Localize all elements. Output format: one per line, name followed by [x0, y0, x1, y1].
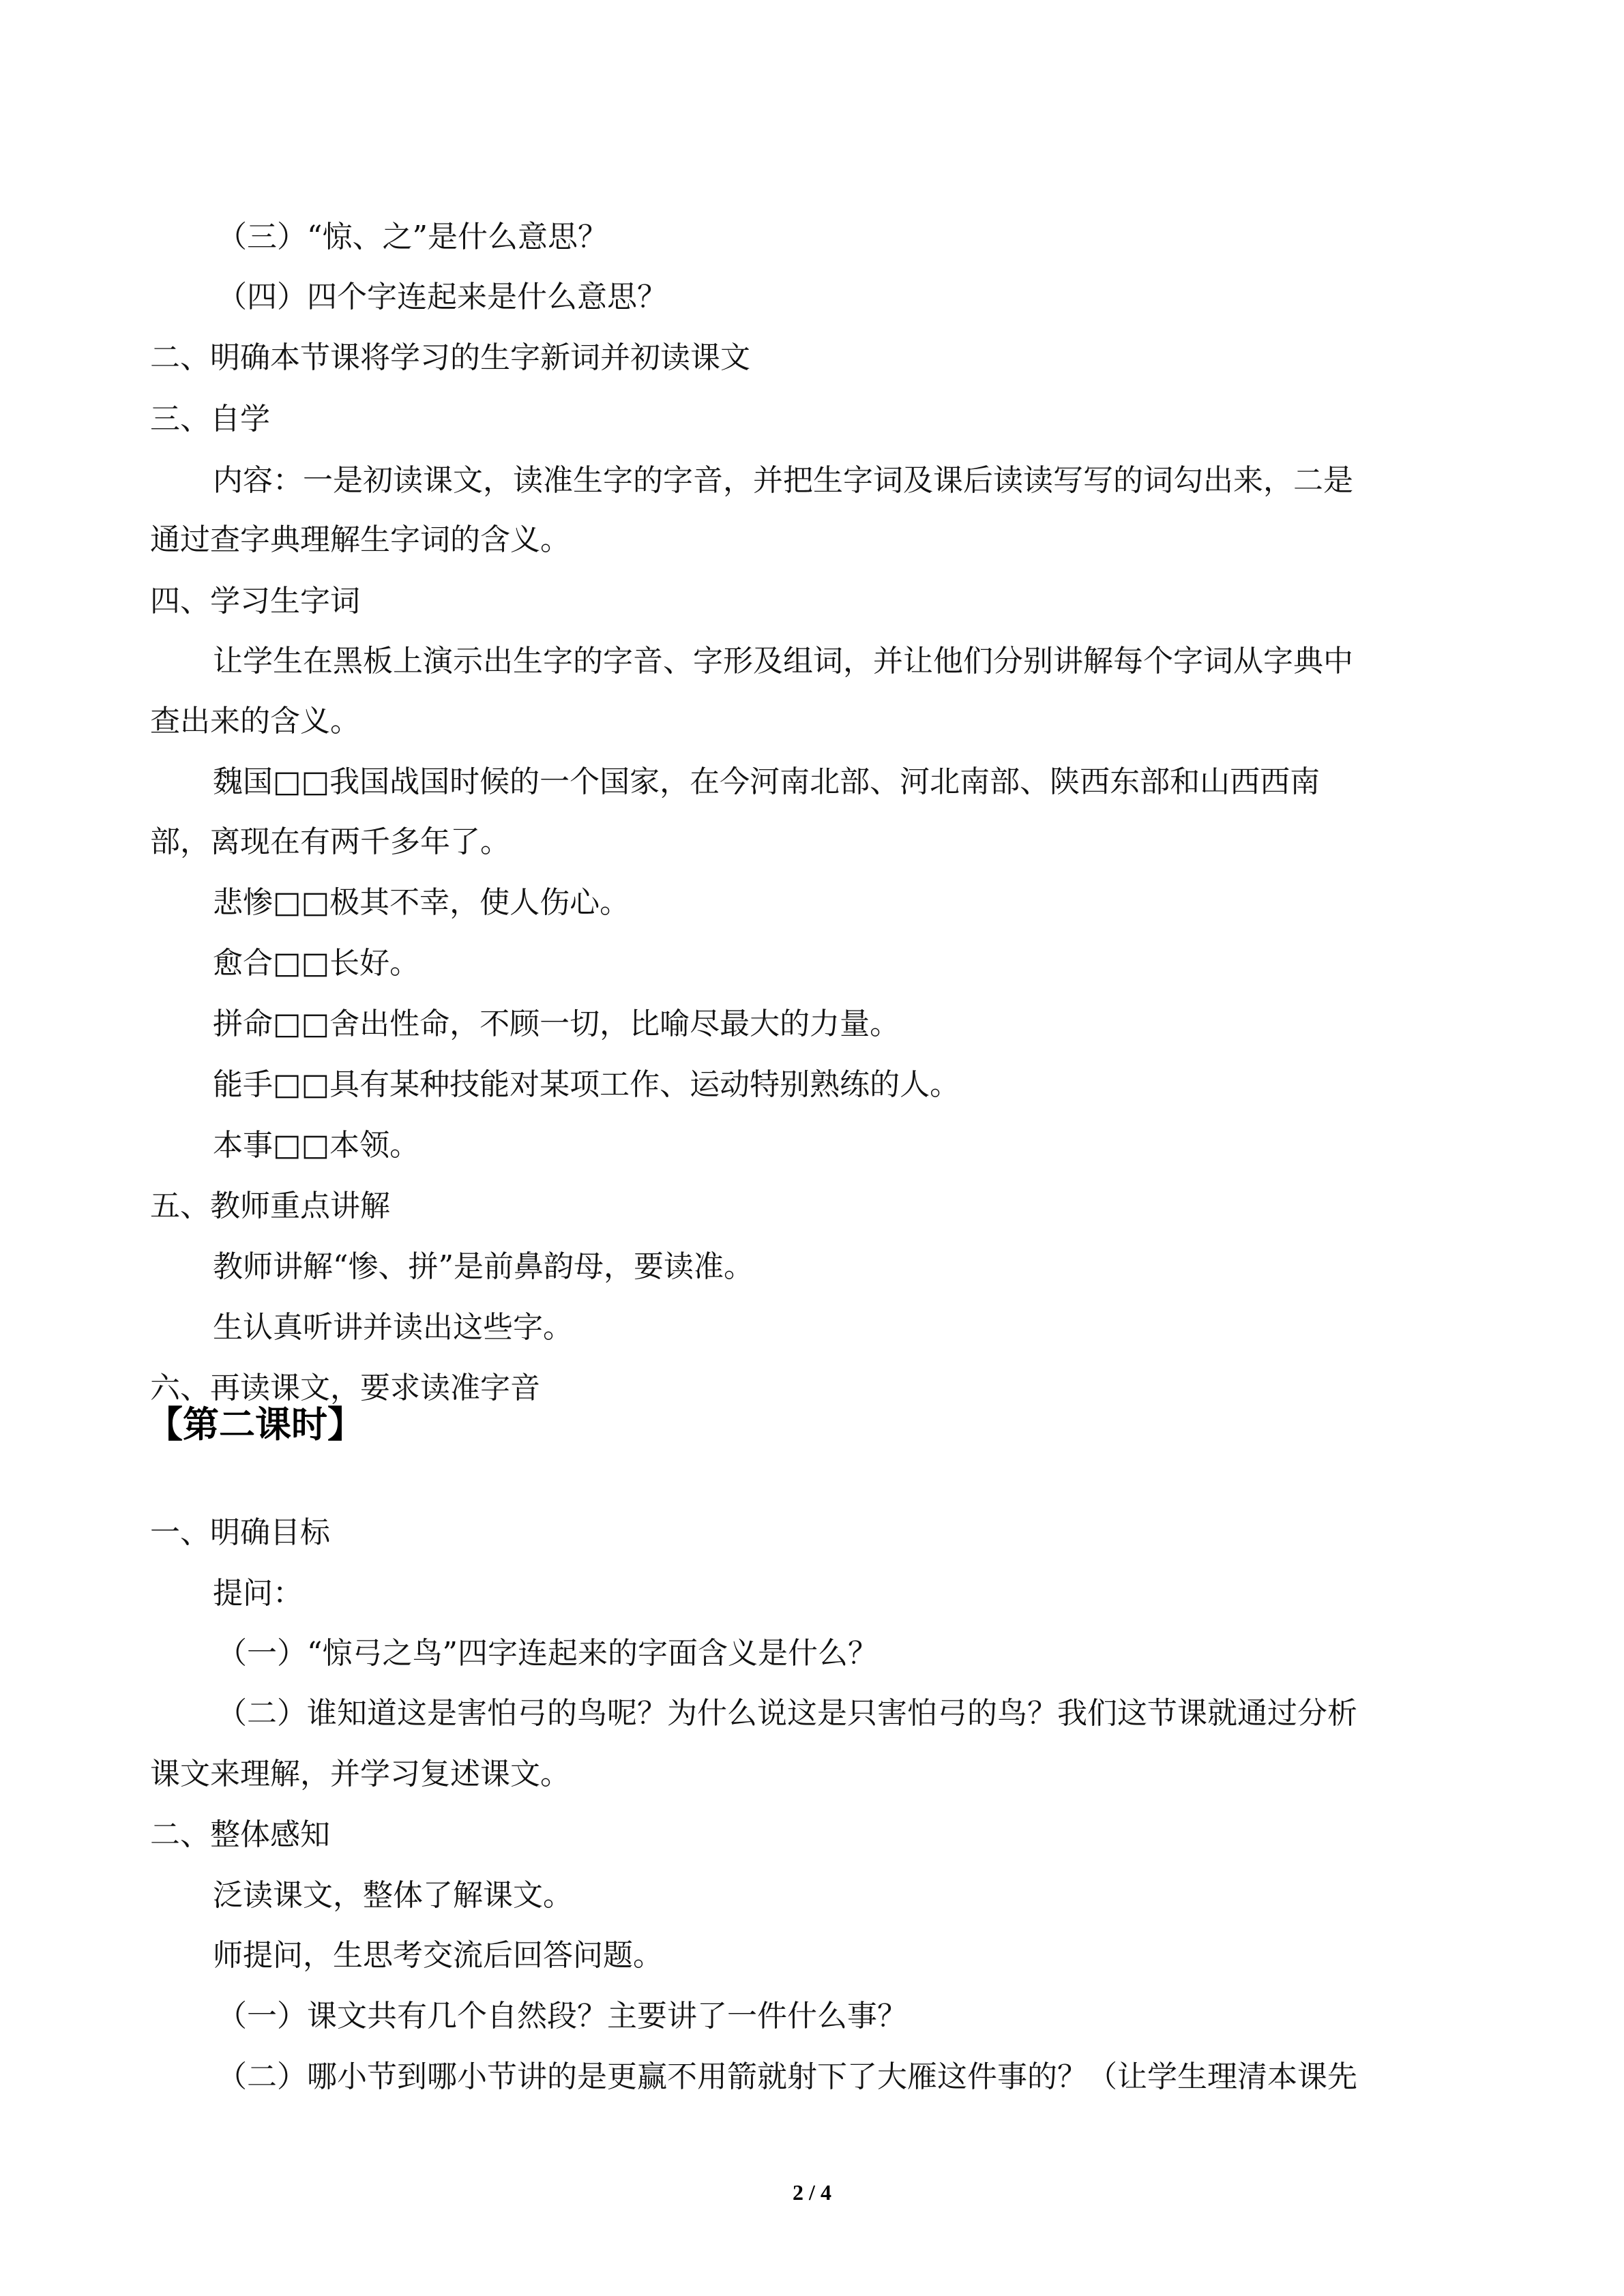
text-line: 本事□□本领。 — [213, 1128, 420, 1163]
text-line: 通过查字典理解生字词的含义。 — [150, 522, 570, 557]
text-line: （一）课文共有几个自然段？主要讲了一件什么事？ — [217, 1999, 907, 2033]
text-line: 三、自学 — [150, 402, 270, 436]
text-line: 拼命□□舍出性命，不顾一切，比喻尽最大的力量。 — [213, 1007, 900, 1041]
text-line: （三）“惊、之”是什么意思？ — [217, 220, 608, 254]
text-line: （二）谁知道这是害怕弓的鸟呢？为什么说这是只害怕弓的鸟？我们这节课就通过分析 — [217, 1696, 1357, 1731]
text-line: 让学生在黑板上演示出生字的字音、字形及组词，并让他们分别讲解每个字词从字典中 — [213, 644, 1353, 679]
section-heading: 【第二课时】 — [147, 1404, 364, 1446]
text-line: （四）四个字连起来是什么意思？ — [217, 280, 667, 314]
text-line: 提问： — [213, 1576, 303, 1611]
text-line: （一）“惊弓之鸟”四字连起来的字面含义是什么？ — [217, 1636, 878, 1671]
text-line: 部，离现在有两千多年了。 — [150, 824, 510, 859]
text-line: 愈合□□长好。 — [213, 946, 420, 981]
text-line: 能手□□具有某种技能对某项工作、运动特别熟练的人。 — [213, 1067, 960, 1102]
text-line: （二）哪小节到哪小节讲的是更赢不用箭就射下了大雁这件事的？（让学生理清本课先 — [217, 2059, 1357, 2094]
text-line: 教师讲解“惨、拼”是前鼻韵母，要读准。 — [213, 1249, 754, 1284]
text-line: 泛读课文，整体了解课文。 — [213, 1878, 573, 1913]
text-line: 二、明确本节课将学习的生字新词并初读课文 — [150, 340, 750, 375]
text-line: 生认真听讲并读出这些字。 — [213, 1310, 573, 1345]
text-line: 师提问，生思考交流后回答问题。 — [213, 1938, 663, 1973]
text-line: 五、教师重点讲解 — [150, 1189, 390, 1223]
text-line: 一、明确目标 — [150, 1515, 330, 1550]
text-line: 内容：一是初读课文，读准生字的字音，并把生字词及课后读读写写的词勾出来，二是 — [213, 463, 1353, 498]
text-line: 六、再读课文，要求读准字音 — [150, 1371, 540, 1405]
text-line: 悲惨□□极其不幸，使人伤心。 — [213, 885, 630, 920]
text-line: 查出来的含义。 — [150, 704, 360, 739]
text-line: 魏国□□我国战国时候的一个国家，在今河南北部、河北南部、陕西东部和山西西南 — [213, 764, 1320, 799]
text-line: 二、整体感知 — [150, 1817, 330, 1852]
text-line: 四、学习生字词 — [150, 584, 360, 618]
text-line: 课文来理解，并学习复述课文。 — [150, 1757, 570, 1791]
page-number: 2 / 4 — [793, 2180, 831, 2205]
